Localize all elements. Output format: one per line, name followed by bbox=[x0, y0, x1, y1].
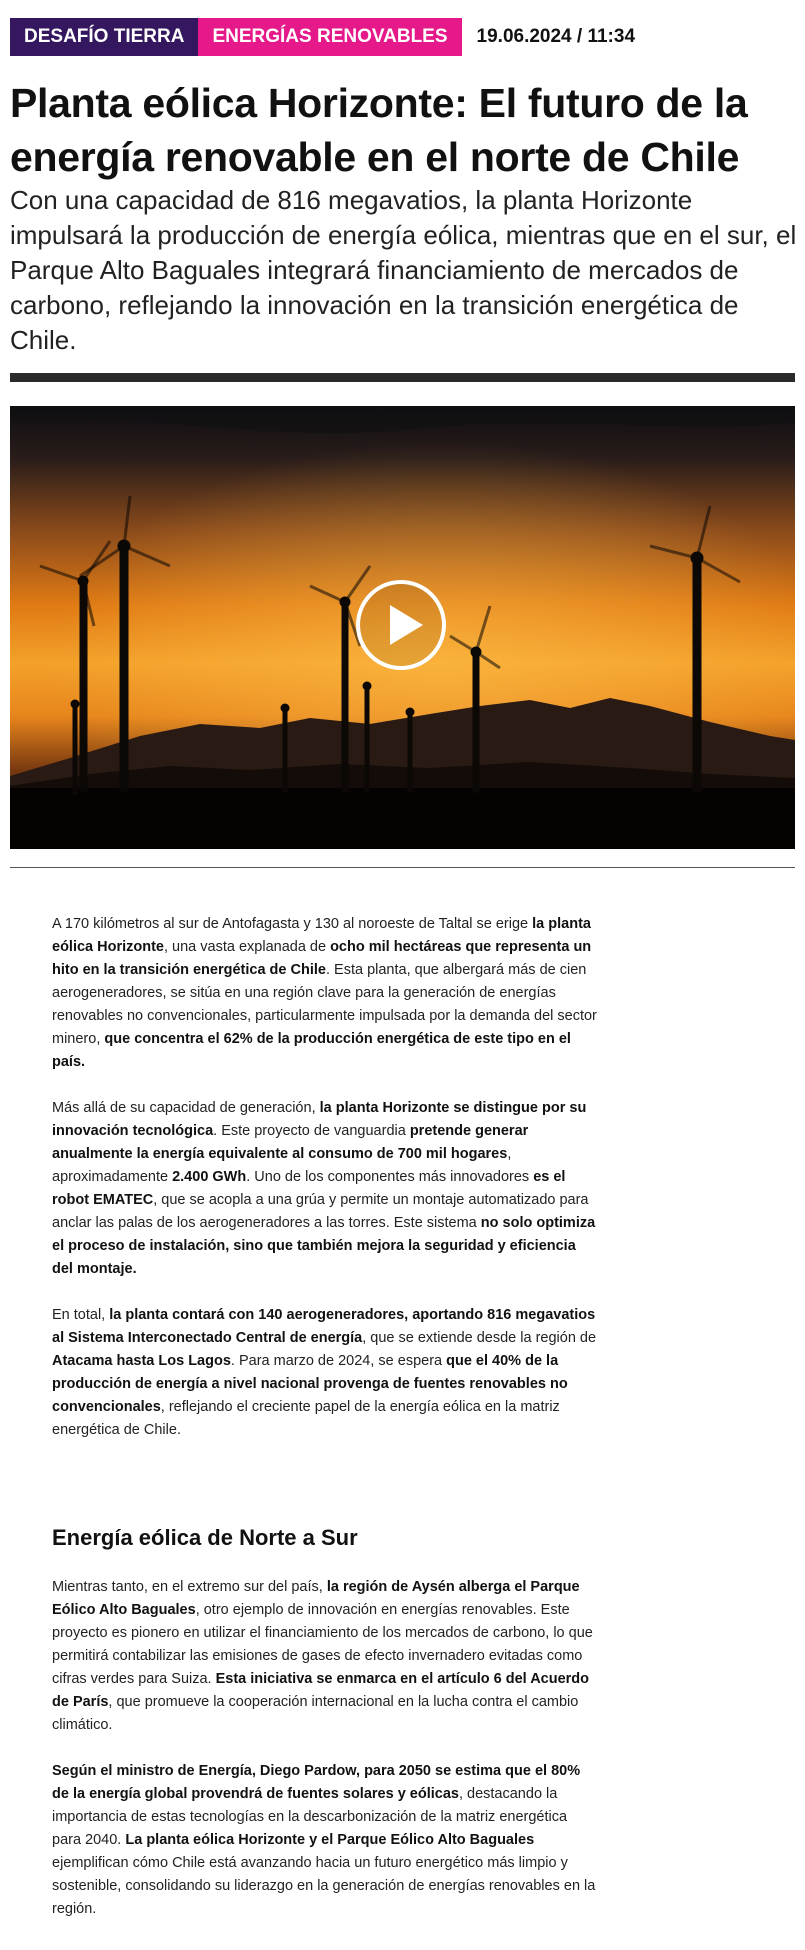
bold-text: es el robot EMATEC bbox=[52, 1169, 566, 1208]
category-tag[interactable]: DESAFÍO TIERRA bbox=[10, 18, 198, 56]
media-divider bbox=[10, 867, 795, 868]
publish-datetime: 19.06.2024 / 11:34 bbox=[476, 26, 636, 47]
bold-text: Atacama hasta Los Lagos bbox=[52, 1353, 231, 1369]
text-run: , aproximadamente bbox=[52, 1146, 512, 1185]
text-run: , una vasta explanada de bbox=[164, 939, 331, 955]
header-divider bbox=[10, 373, 795, 382]
text-run: A 170 kilómetros al sur de Antofagasta y 130 al noroeste de Taltal se erige bbox=[52, 916, 533, 932]
paragraph bbox=[52, 1097, 600, 1281]
bold-text: pretende generar anualmente la energía equivalente al consumo de 700 mil hogares bbox=[52, 1123, 529, 1162]
article-section-1 bbox=[52, 913, 600, 1442]
play-icon bbox=[355, 579, 447, 671]
paragraph bbox=[52, 1760, 600, 1921]
article-title: Planta eólica Horizonte: El futuro de la energía renovable en el norte de Chile bbox=[10, 80, 748, 180]
article-lead: Con una capacidad de 816 megavatios, la planta Horizonte impulsará la producción de energía eólica, mientras que en el sur, el Parque Alto Baguales integrará financiamiento de mercados de carbono, reflejando la innovación en la transición energética de Chile. bbox=[10, 185, 797, 355]
text-run: , otro ejemplo de innovación en energías renovables. Este proyecto es pionero en utilizar el financiamiento de los mercados de carbono, lo que permitirá contabilizar las emisiones de gases de efecto invernadero evitadas como cifras verdes para Suiza. bbox=[52, 1602, 593, 1687]
bold-text: que el 40% de la producción de energía a nivel nacional provenga de fuentes renovables no convencionales bbox=[52, 1353, 568, 1415]
text-run: , que promueve la cooperación internacional en la lucha contra el cambio climático. bbox=[52, 1694, 579, 1733]
text-run: . Uno de los componentes más innovadores bbox=[246, 1169, 534, 1185]
subcategory-tag[interactable]: ENERGÍAS RENOVABLES bbox=[198, 18, 461, 56]
article-section-2 bbox=[52, 1576, 600, 1921]
text-run: Mientras tanto, en el extremo sur del país, bbox=[52, 1579, 327, 1595]
text-run: . Esta planta, que albergará más de cien aerogeneradores, se sitúa en una región clave para la generación de energías renovables no convencionales, particularmente impulsada por la demanda del sector minero, bbox=[52, 962, 597, 1047]
paragraph bbox=[52, 913, 600, 1074]
bold-text: no solo optimiza el proceso de instalación, sino que también mejora la seguridad y eficiencia del montaje. bbox=[52, 1215, 596, 1277]
text-run: . Este proyecto de vanguardia bbox=[213, 1123, 410, 1139]
text-run: . Para marzo de 2024, se espera bbox=[230, 1353, 447, 1369]
text-run: ejemplifican cómo Chile está avanzando hacia un futuro energético más limpio y sostenible, consolidando su liderazgo en la generación de energías renovables en la región. bbox=[52, 1855, 596, 1917]
video-player[interactable] bbox=[10, 406, 795, 849]
bold-text: la región de Aysén alberga el Parque Eólico Alto Baguales bbox=[52, 1579, 580, 1618]
text-run: , reflejando el creciente papel de la energía eólica en la matriz energética de Chile. bbox=[52, 1399, 560, 1438]
bold-text: la planta eólica Horizonte bbox=[52, 916, 591, 955]
text-run: En total, bbox=[52, 1307, 110, 1323]
article-body bbox=[52, 913, 600, 1944]
text-run: , destacando la importancia de estas tecnologías en la descarbonización de la matriz energética para 2040. bbox=[52, 1786, 568, 1848]
play-button[interactable] bbox=[355, 579, 447, 671]
bold-text: la planta Horizonte se distingue por su innovación tecnológica bbox=[52, 1100, 587, 1139]
paragraph bbox=[52, 1576, 600, 1737]
text-run: Más allá de su capacidad de generación, bbox=[52, 1100, 320, 1116]
bold-text: Según el ministro de Energía, Diego Pardow, para 2050 se estima que el 80% de la energía global provendrá de fuentes solares y eólicas bbox=[52, 1763, 581, 1802]
bold-text: ocho mil hectáreas que representa un hito en la transición energética de Chile bbox=[52, 939, 592, 978]
section-heading: Energía eólica de Norte a Sur bbox=[52, 1525, 358, 1550]
bold-text: 2.400 GWh bbox=[172, 1169, 247, 1185]
text-run: , que se acopla a una grúa y permite un montaje automatizado para anclar las palas de los aerogeneradores a las torres. Este sistema bbox=[52, 1192, 589, 1231]
bold-text: la planta contará con 140 aerogeneradores, aportando 816 megavatios al Sistema Interconectado Central de energía bbox=[52, 1307, 596, 1346]
bold-text: La planta eólica Horizonte y el Parque Eólico Alto Baguales bbox=[125, 1832, 535, 1848]
text-run: , que se extiende desde la región de bbox=[362, 1330, 597, 1346]
bold-text: que concentra el 62% de la producción energética de este tipo en el país. bbox=[52, 1031, 571, 1070]
paragraph bbox=[52, 1304, 600, 1442]
article-meta-bar bbox=[10, 18, 635, 56]
bold-text: Esta iniciativa se enmarca en el artículo 6 del Acuerdo de París bbox=[52, 1671, 590, 1710]
